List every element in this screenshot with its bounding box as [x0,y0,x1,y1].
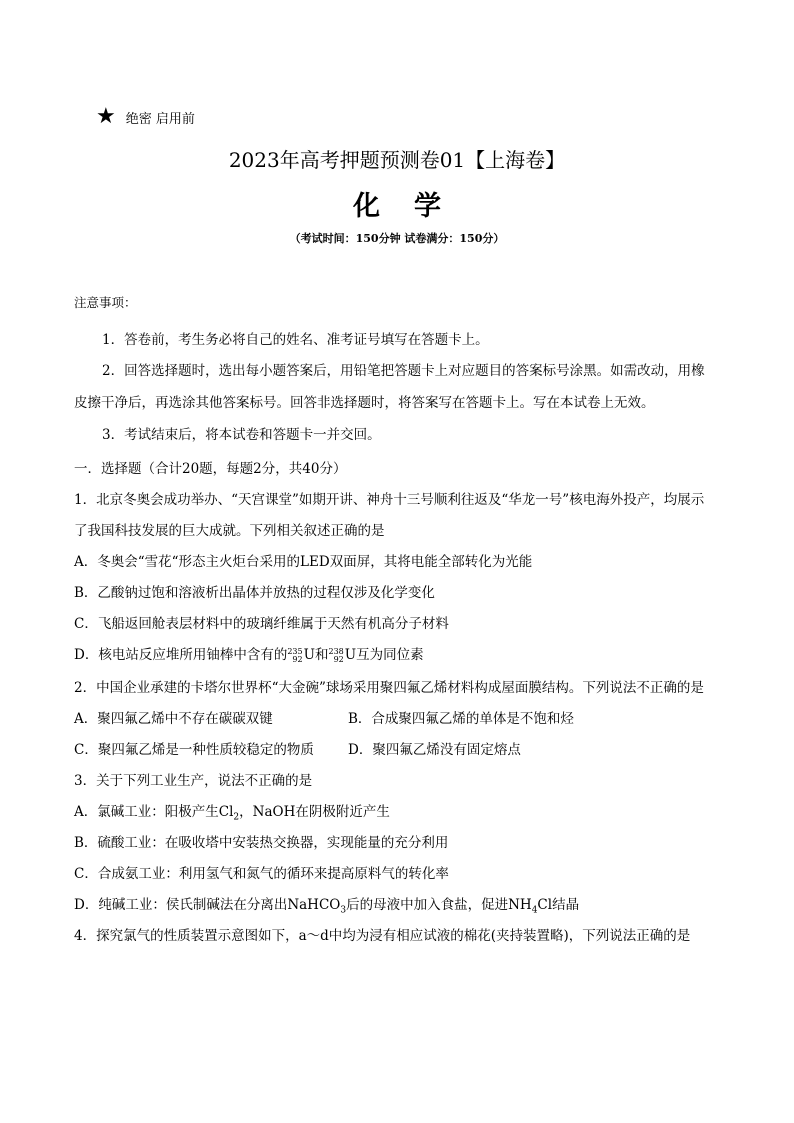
q2-option-d: D．聚四氟乙烯没有固定熔点 [348,742,521,758]
subject-title: 化学 [353,191,475,222]
notice-item-2a: 2．回答选择题时，选出每小题答案后，用铅笔把答题卡上对应题目的答案标号涂黑。如需改动，用橡 [102,363,705,379]
isotope-238: 238 92 [328,646,344,664]
secret-label: 绝密 启用前 [125,111,195,127]
q3-option-c: C．合成氨工业：利用氢气和氮气的循环来提高原料气的转化率 [74,866,449,882]
q1-option-d: D．核电站反应堆所用铀棒中含有的235 92U和238 92U互为同位素 [74,646,424,664]
secret-mark [96,106,195,128]
q2-option-b: B．合成聚四氟乙烯的单体是不饱和烃 [348,711,574,727]
notice-heading: 注意事项： [74,295,137,310]
notice-item-3: 3．考试结束后，将本试卷和答题卡一并交回。 [102,427,381,443]
q3-option-a: A．氯碱工业：阳极产生$Cl_2$，NaOH在阴极附近产生 [74,804,390,823]
exam-meta: （考试时间：150分钟 试卷满分：150分） [289,232,505,245]
q1-stem-a: 1．北京冬奥会成功举办、“天宫课堂”如期开讲、神舟十三号顺利往返及“华龙一号”核电海外投产，均展示 [74,492,705,508]
q3-stem: 3．关于下列工业生产，说法不正确的是 [74,773,313,789]
isotope-235: 235 92 [287,646,303,664]
q1-option-c: C．飞船返回舱表层材料中的玻璃纤维属于天然有机高分子材料 [74,616,449,632]
exam-title: 2023年高考押题预测卷01【上海卷】 [228,148,566,172]
q3-option-d: D．纯碱工业：侯氏制碱法在分离出NaHCO$_3$后的母液中加入食盐，促进$NH_4Cl$结晶 [74,897,580,916]
section-heading: 一．选择题（合计20题，每题2分，共40分） [74,461,347,477]
star-icon: ★ [96,104,116,129]
notice-item-1: 1．答卷前，考生务必将自己的姓名、准考证号填写在答题卡上。 [102,332,489,348]
q1-stem-b: 了我国科技发展的巨大成就。下列相关叙述正确的是 [74,523,385,539]
q2-option-a: A．聚四氟乙烯中不存在碳碳双键 [74,711,273,727]
q1-option-a: A．冬奥会“雪花“形态主火炬台采用的LED双面屏，其将电能全部转化为光能 [74,554,533,570]
notice-item-2b: 皮擦干净后，再选涂其他答案标号。回答非选择题时，将答案写在答题卡上。写在本试卷上无效。 [74,395,655,411]
q2-option-c: C．聚四氟乙烯是一种性质较稳定的物质 [74,742,314,758]
q2-stem: 2．中国企业承建的卡塔尔世界杯“大金碗”球场采用聚四氟乙烯材料构成屋面膜结构。下列说法不正确的是 [74,680,704,696]
q3-option-b: B．硫酸工业：在吸收塔中安装热交换器，实现能量的充分利用 [74,835,449,851]
q1-option-b: B．乙酸钠过饱和溶液析出晶体并放热的过程仅涉及化学变化 [74,585,435,601]
q4-stem: 4．探究氯气的性质装置示意图如下，a～d中均为浸有相应试液的棉花(夹持装置略)，下列说法正确的是 [74,928,691,944]
